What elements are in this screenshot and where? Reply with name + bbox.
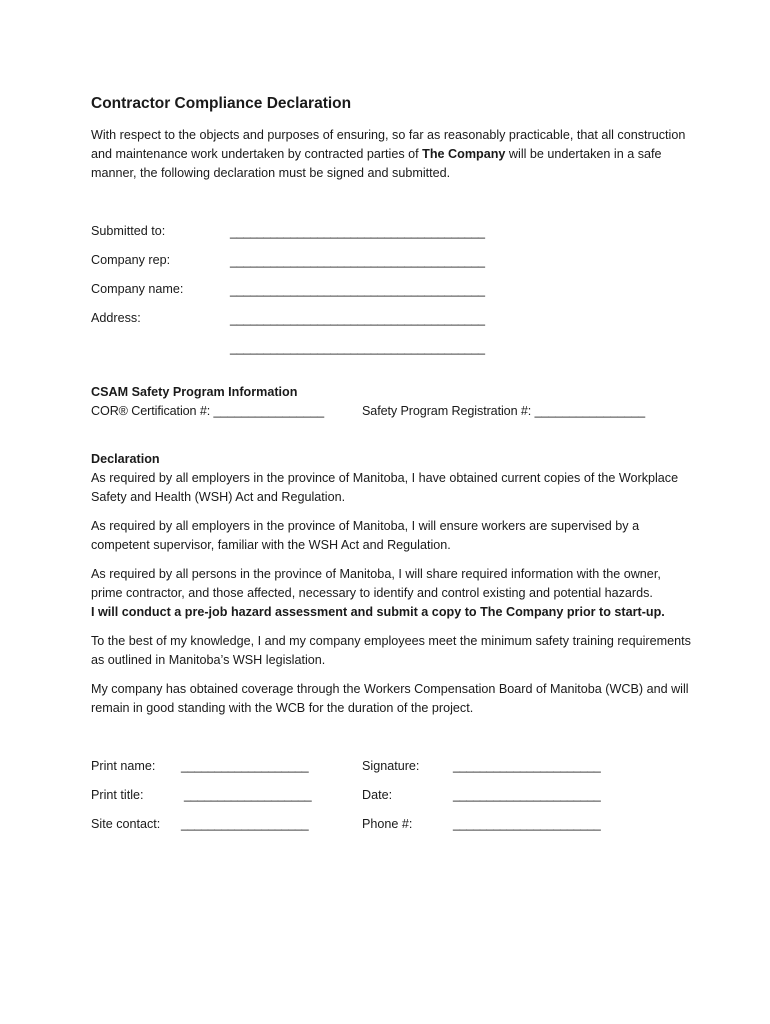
declaration-paragraph-3	[91, 565, 691, 622]
print-title-label: Print title:	[91, 788, 144, 802]
print-name-input-line[interactable]: ___________________	[181, 759, 309, 773]
field-company-name	[91, 280, 691, 309]
phone-input-line[interactable]: ______________________	[453, 817, 601, 831]
declaration-section	[91, 450, 691, 718]
field-company-rep	[91, 251, 691, 280]
declaration-paragraph-5: My company has obtained coverage through the Workers Compensation Board of Manitoba (WCB) and will remain in good standing with the WCB for the duration of the project.	[91, 682, 689, 715]
signature-row	[91, 815, 691, 844]
declaration-heading: Declaration	[91, 452, 160, 466]
print-name-label: Print name:	[91, 759, 156, 773]
signature-block	[91, 757, 691, 847]
field-address-2	[91, 338, 691, 367]
signature-row	[91, 786, 691, 815]
cor-certification-field[interactable]: COR® Certification #: ________________	[91, 404, 325, 418]
field-submitted-to	[91, 222, 691, 251]
field-address	[91, 309, 691, 338]
intro-company-name: The Company	[422, 147, 506, 161]
site-contact-input-line[interactable]: ___________________	[181, 817, 309, 831]
date-label: Date:	[362, 788, 393, 802]
company-name-input-line[interactable]: ______________________________________	[230, 283, 485, 297]
signature-input-line[interactable]: ______________________	[453, 759, 601, 773]
field-label: Address:	[91, 311, 141, 325]
signature-label: Signature:	[362, 759, 420, 773]
declaration-paragraph-1: As required by all employers in the province of Manitoba, I have obtained current copies of the Workplace Safety and Health (WSH) Act and Regulation.	[91, 471, 679, 504]
field-label: Company name:	[91, 282, 184, 296]
csam-heading: CSAM Safety Program Information	[91, 385, 298, 399]
field-label: Company rep:	[91, 253, 171, 267]
submission-fields	[91, 222, 691, 367]
signature-row	[91, 757, 691, 786]
document-title: Contractor Compliance Declaration	[91, 95, 352, 112]
csam-section	[91, 383, 691, 421]
document-page	[91, 94, 691, 847]
declaration-paragraph-3-text: As required by all persons in the province of Manitoba, I will share required information with the owner, prime contractor, and those affected, necessary to identify and control existing and potential hazards.	[91, 567, 661, 600]
intro-paragraph	[91, 126, 691, 183]
date-input-line[interactable]: ______________________	[453, 788, 601, 802]
address-input-line-2[interactable]: ______________________________________	[230, 341, 485, 355]
site-contact-label: Site contact:	[91, 817, 161, 831]
intro-text-1: With respect to the objects and purposes of ensuring, so far as reasonably practicable, that all construction and maintenance work undertaken by contracted parties of	[91, 128, 686, 161]
declaration-paragraph-3-bold: I will conduct a pre-job hazard assessment and submit a copy to The Company prior to start-up.	[91, 605, 665, 619]
submitted-to-input-line[interactable]: ______________________________________	[230, 225, 485, 239]
address-input-line-1[interactable]: ______________________________________	[230, 312, 485, 326]
safety-program-registration-field[interactable]: Safety Program Registration #: ________________	[362, 404, 646, 418]
csam-row	[91, 402, 691, 421]
intro-text-2: will be undertaken in a safe manner, the following declaration must be signed and submitted.	[91, 147, 662, 180]
phone-label: Phone #:	[362, 817, 413, 831]
print-title-input-line[interactable]: ___________________	[184, 788, 312, 802]
declaration-paragraph-2: As required by all employers in the province of Manitoba, I will ensure workers are supervised by a competent supervisor, familiar with the WSH Act and Regulation.	[91, 519, 640, 552]
company-rep-input-line[interactable]: ______________________________________	[230, 254, 485, 268]
declaration-paragraph-4: To the best of my knowledge, I and my company employees meet the minimum safety training requirements as outlined in Manitoba’s WSH legislation.	[91, 634, 691, 667]
field-label: Submitted to:	[91, 224, 166, 238]
